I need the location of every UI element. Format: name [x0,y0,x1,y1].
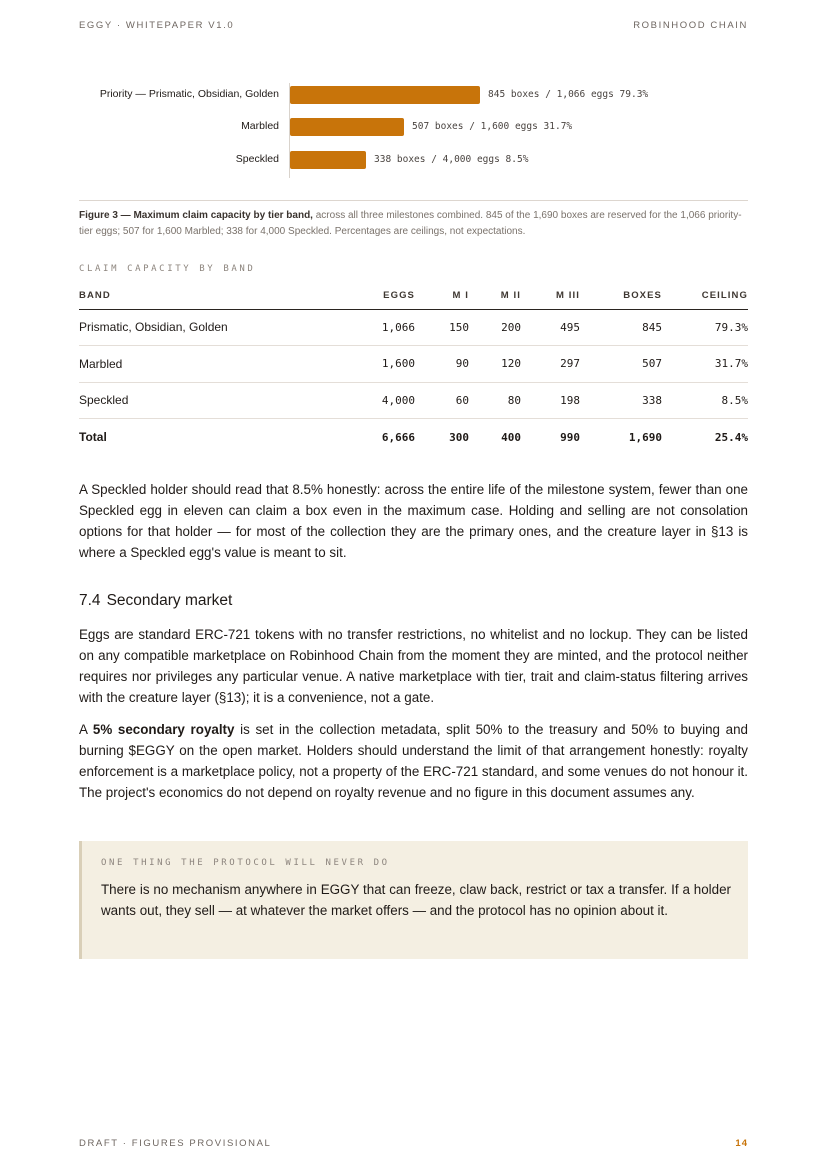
cell-m1: 60 [415,382,469,419]
paragraph-royalty [79,719,748,803]
cell-m2: 120 [469,346,521,383]
bar-label-speckled: Speckled [235,153,279,165]
figure-caption-title: Figure 3 — Maximum claim capacity by tier band, [79,210,313,221]
col-header-band: BAND [79,283,319,309]
cell-ceiling: 25.4% [714,430,748,444]
bar-marbled [290,118,404,136]
bar-row-speckled [79,151,748,169]
cell-boxes: 845 [580,309,662,346]
bar-row-marbled [79,118,748,136]
header-chain-name: ROBINHOOD CHAIN [633,20,748,31]
page-number: 14 [735,1138,748,1149]
header-doc-title: EGGY · WHITEPAPER V1.0 [79,20,235,31]
paragraph-secondary-market: Eggs are standard ERC-721 tokens with no transfer restrictions, no whitelist and no lockup. They can be listed on any compatible marketplace on Robinhood Chain from the moment they are minted, and the protocol neither requires nor privileges any particular venue. A native marketplace with tier, trait and claim-status filtering arrives with the creature layer (§13); it is a convenience, not a gate. [79,627,748,705]
cell-boxes: 338 [580,382,662,419]
running-header [79,20,748,34]
cell-band: Speckled [79,382,319,419]
table-row [79,346,748,383]
bar-speckled [290,151,366,169]
cell-m3: 495 [521,309,580,346]
section-heading [79,592,232,610]
callout-box [79,841,748,959]
section-title: Secondary market [106,592,233,609]
cell-ceiling: 31.7% [662,346,748,383]
col-header-m1: M I [415,283,469,309]
table-row [79,309,748,346]
bar-row-priority [79,86,748,104]
cell-ceiling: 8.5% [662,382,748,419]
cell-m2: 200 [469,309,521,346]
cell-ceiling: 79.3% [662,309,748,346]
cell-eggs: 4,000 [319,382,415,419]
running-footer [79,1138,748,1152]
cell-m2: 80 [469,382,521,419]
cell-boxes: 507 [580,346,662,383]
cell-band: Total [79,430,107,444]
callout-label: ONE THING THE PROTOCOL WILL NEVER DO [101,858,390,868]
table-header-row [79,283,748,309]
cell-band: Prismatic, Obsidian, Golden [79,309,319,346]
royalty-emphasis: 5% secondary royalty [92,722,235,737]
cell-band: Marbled [79,346,319,383]
bar-value-priority: 845 boxes / 1,066 eggs 79.3% [488,89,649,100]
cell-eggs: 1,066 [319,309,415,346]
figure-caption [79,208,748,240]
cell-m1: 300 [449,430,469,444]
col-header-ceiling: CEILING [662,283,748,309]
claim-capacity-bar-chart [79,80,748,180]
royalty-pre: A [79,722,93,737]
table-total-row [79,419,748,456]
section-number: 7.4 [79,592,101,609]
figure-rule [79,200,748,201]
cell-m3: 297 [521,346,580,383]
bar-value-marbled: 507 boxes / 1,600 eggs 31.7% [412,121,573,132]
bar-label-marbled: Marbled [241,120,279,132]
table-row [79,382,748,419]
figure-caption-text: across all three milestones combined. 845 of the 1,690 boxes are reserved for the 1,066 priority-tier eggs; 507 for 1,600 Marbled; 338 for 4,000 Speckled. Percentages are ceilings, not expectations. [79,210,742,237]
claim-capacity-table [79,283,748,455]
footer-status: DRAFT · FIGURES PROVISIONAL [79,1138,272,1149]
col-header-boxes: BOXES [580,283,662,309]
col-header-m3: M III [521,283,580,309]
cell-m1: 150 [415,309,469,346]
cell-eggs: 6,666 [381,430,415,444]
royalty-post: is set in the collection metadata, split 50% to the treasury and 50% to buying and burning $EGGY on the open market. Holders should understand the limit of that arrangement honestly: royalty enforcement is a marketplace policy, not a property of the ERC-721 standard, and some venues do not honour it. The project's economics do not depend on royalty revenue and no figure in this document assumes any. [79,722,748,800]
paragraph-speckled-note: A Speckled holder should read that 8.5% honestly: across the entire life of the milestone system, fewer than one Speckled egg in eleven can claim a box even in the maximum case. Holding and selling are not consolation options for that holder — for most of the collection they are the primary ones, and the creature layer in §13 is where a Speckled egg's value is meant to sit. [79,482,748,560]
cell-boxes: 1,690 [628,430,662,444]
bar-label-priority: Priority — Prismatic, Obsidian, Golden [99,88,279,100]
bar-priority [290,86,480,104]
cell-m2: 400 [501,430,521,444]
table-label: CLAIM CAPACITY BY BAND [79,264,256,274]
callout-text: There is no mechanism anywhere in EGGY that can freeze, claw back, restrict or tax a transfer. If a holder wants out, they sell — at whatever the market offers — and the protocol has no opinion about it. [101,882,731,918]
cell-m3: 990 [560,430,580,444]
col-header-m2: M II [469,283,521,309]
cell-m3: 198 [521,382,580,419]
cell-m1: 90 [415,346,469,383]
bar-value-speckled: 338 boxes / 4,000 eggs 8.5% [374,154,529,165]
cell-eggs: 1,600 [319,346,415,383]
col-header-eggs: EGGS [319,283,415,309]
